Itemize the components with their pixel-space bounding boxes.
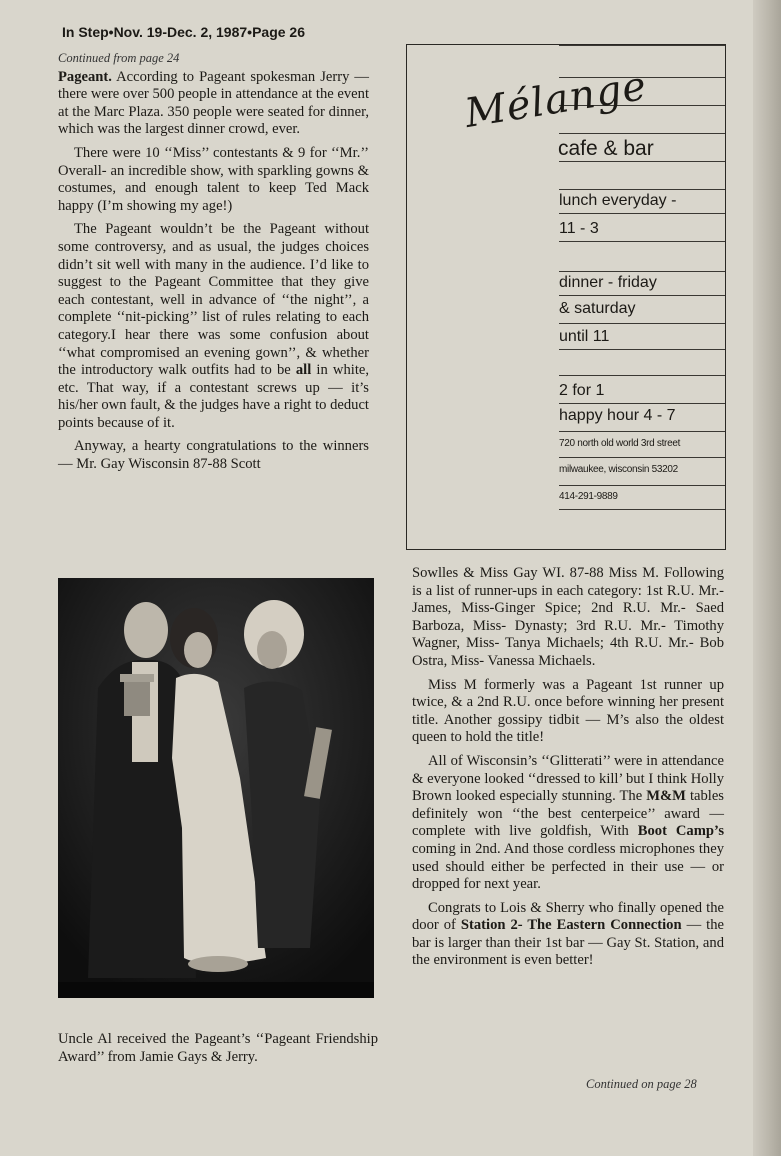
left-p3-bold: all [295,362,312,379]
left-column [58,50,369,480]
ad-rule [559,485,725,486]
ad-line-saturday: & saturday [559,300,636,317]
ad-rule [559,295,725,296]
ad-rule [559,457,725,458]
ad-city: milwaukee, wisconsin 53202 [559,464,678,475]
left-paragraph-2: There were 10 ‘‘Miss’’ contestants & 9 for ‘‘Mr.’’ Overall- an incredible show, with sparkling gowns & costumes, and enough talent to keep Ted Mack happy (I’m showing my age!) [58,144,369,214]
left-p1-text: According to Pageant spokesman Jerry — there were over 500 people in attendance at the event at the Marc Plaza. 350 people were seated for dinner, which was the largest dinner crowd, ever. [58,68,369,138]
page-edge [753,0,781,1156]
ad-rule [559,45,725,46]
ad-line-lunch-hours: 11 - 3 [559,220,599,237]
ad-subtitle: cafe & bar [558,137,654,160]
photo-caption: Uncle Al received the Pageant’s ‘‘Pageant Friendship Award’’ from Jamie Gays & Jerry. [58,1031,378,1065]
ad-rule [559,213,725,214]
ad-rule [559,161,725,162]
right-p4-text-b: — the bar is larger than their 1st bar — Gay St. Station, and the environment is even better! [412,917,724,969]
continued-on: Continued on page 28 [586,1077,697,1091]
left-paragraph-3 [58,221,369,432]
ad-rule [559,349,725,350]
ad-rule [559,509,725,510]
ad-rule [559,189,725,190]
right-p3-text-c: coming in 2nd. And those cordless microphones they used should either be perfected in their use — or dropped for next year. [412,840,724,893]
lead-word: Pageant. [58,68,112,85]
ad-line-happy-hour: happy hour 4 - 7 [559,407,676,424]
right-p3-bold-1: M&M [646,788,686,805]
ad-line-dinner: dinner - friday [559,274,657,291]
right-paragraph-4 [412,900,724,970]
ad-line-until: until 11 [559,328,610,345]
ad-rule [559,271,725,272]
ad-rule [559,431,725,432]
left-paragraph-4: Anyway, a hearty congratulations to the winners — Mr. Gay Wisconsin 87-88 Scott [58,438,369,473]
photo-illustration [58,578,374,998]
right-paragraph-2: Miss M formerly was a Pageant 1st runner up twice, & a 2nd R.U. once before winning her present title. Another gossipy tidbit — M’s also the oldest queen to hold the title! [412,676,724,746]
right-p3-bold-2: Boot Camp’s [637,823,725,840]
ad-line-lunch: lunch everyday - [559,192,677,209]
ad-rule [559,323,725,324]
ad-phone: 414-291-9889 [559,491,618,502]
ad-address: 720 north old world 3rd street [559,438,681,449]
ad-rule [559,241,725,242]
ad-line-2for1: 2 for 1 [559,382,605,399]
right-p4-text-a: Congrats to Lois & Sherry who finally opened the door of [412,899,724,934]
right-paragraph-1: Sowlles & Miss Gay WI. 87-88 Miss M. Following is a list of runner-ups in each category: 1st R.U. Mr.- James, Miss-Ginger Spice; 2nd R.U. Mr.- Saed Barboza, Miss- Dynasty; 3rd R.U. Mr.- Timothy Wagner, Miss- Tanya Michaels; 4th R.U. Mr.- Bob Ostra, Miss- Vanessa Michaels. [412,565,724,669]
page-header: In Step•Nov. 19-Dec. 2, 1987•Page 26 [62,24,305,40]
left-p3-text-a: The Pageant wouldn’t be the Pageant without some controversy, and as usual, the judges choices didn’t sit well with many in the audience. I’d like to suggest to the Pageant Committee that they give each contestant, well in advance of ‘‘the night’’, a complete ‘‘nit-picking’’ list of rules relating to each category.I hear there was some confusion about ‘‘what compromised an evening gown’’, & whether the introductory walk outfits had to be [58,221,369,379]
ad-rule [559,403,725,404]
melange-advertisement [406,44,726,550]
right-column [412,565,724,976]
continued-from: Continued from page 24 [58,51,180,65]
right-p3-text-a: All of Wisconsin’s ‘‘Glitterati’’ were in attendance & everyone looked ‘‘dressed to kill’ but I think Holly Brown looked especially stunning. The [412,752,724,805]
left-p3-text-b: in white, etc. That way, if a contestant screws up — it’s his/her own fault, & the judges have a right to deduct points because of it. [58,362,369,431]
left-paragraph-1 [58,69,369,139]
melange-logo: Mélange [461,62,651,137]
ad-rule [559,133,725,134]
pageant-photo [58,578,374,998]
right-paragraph-3 [412,753,724,894]
right-p3-text-b: tables definitely won ‘‘the best centerpeice’’ award — complete with live goldfish, With [412,788,724,840]
right-p4-bold: Station 2- The Eastern Connection [460,917,682,934]
ad-rule [559,375,725,376]
